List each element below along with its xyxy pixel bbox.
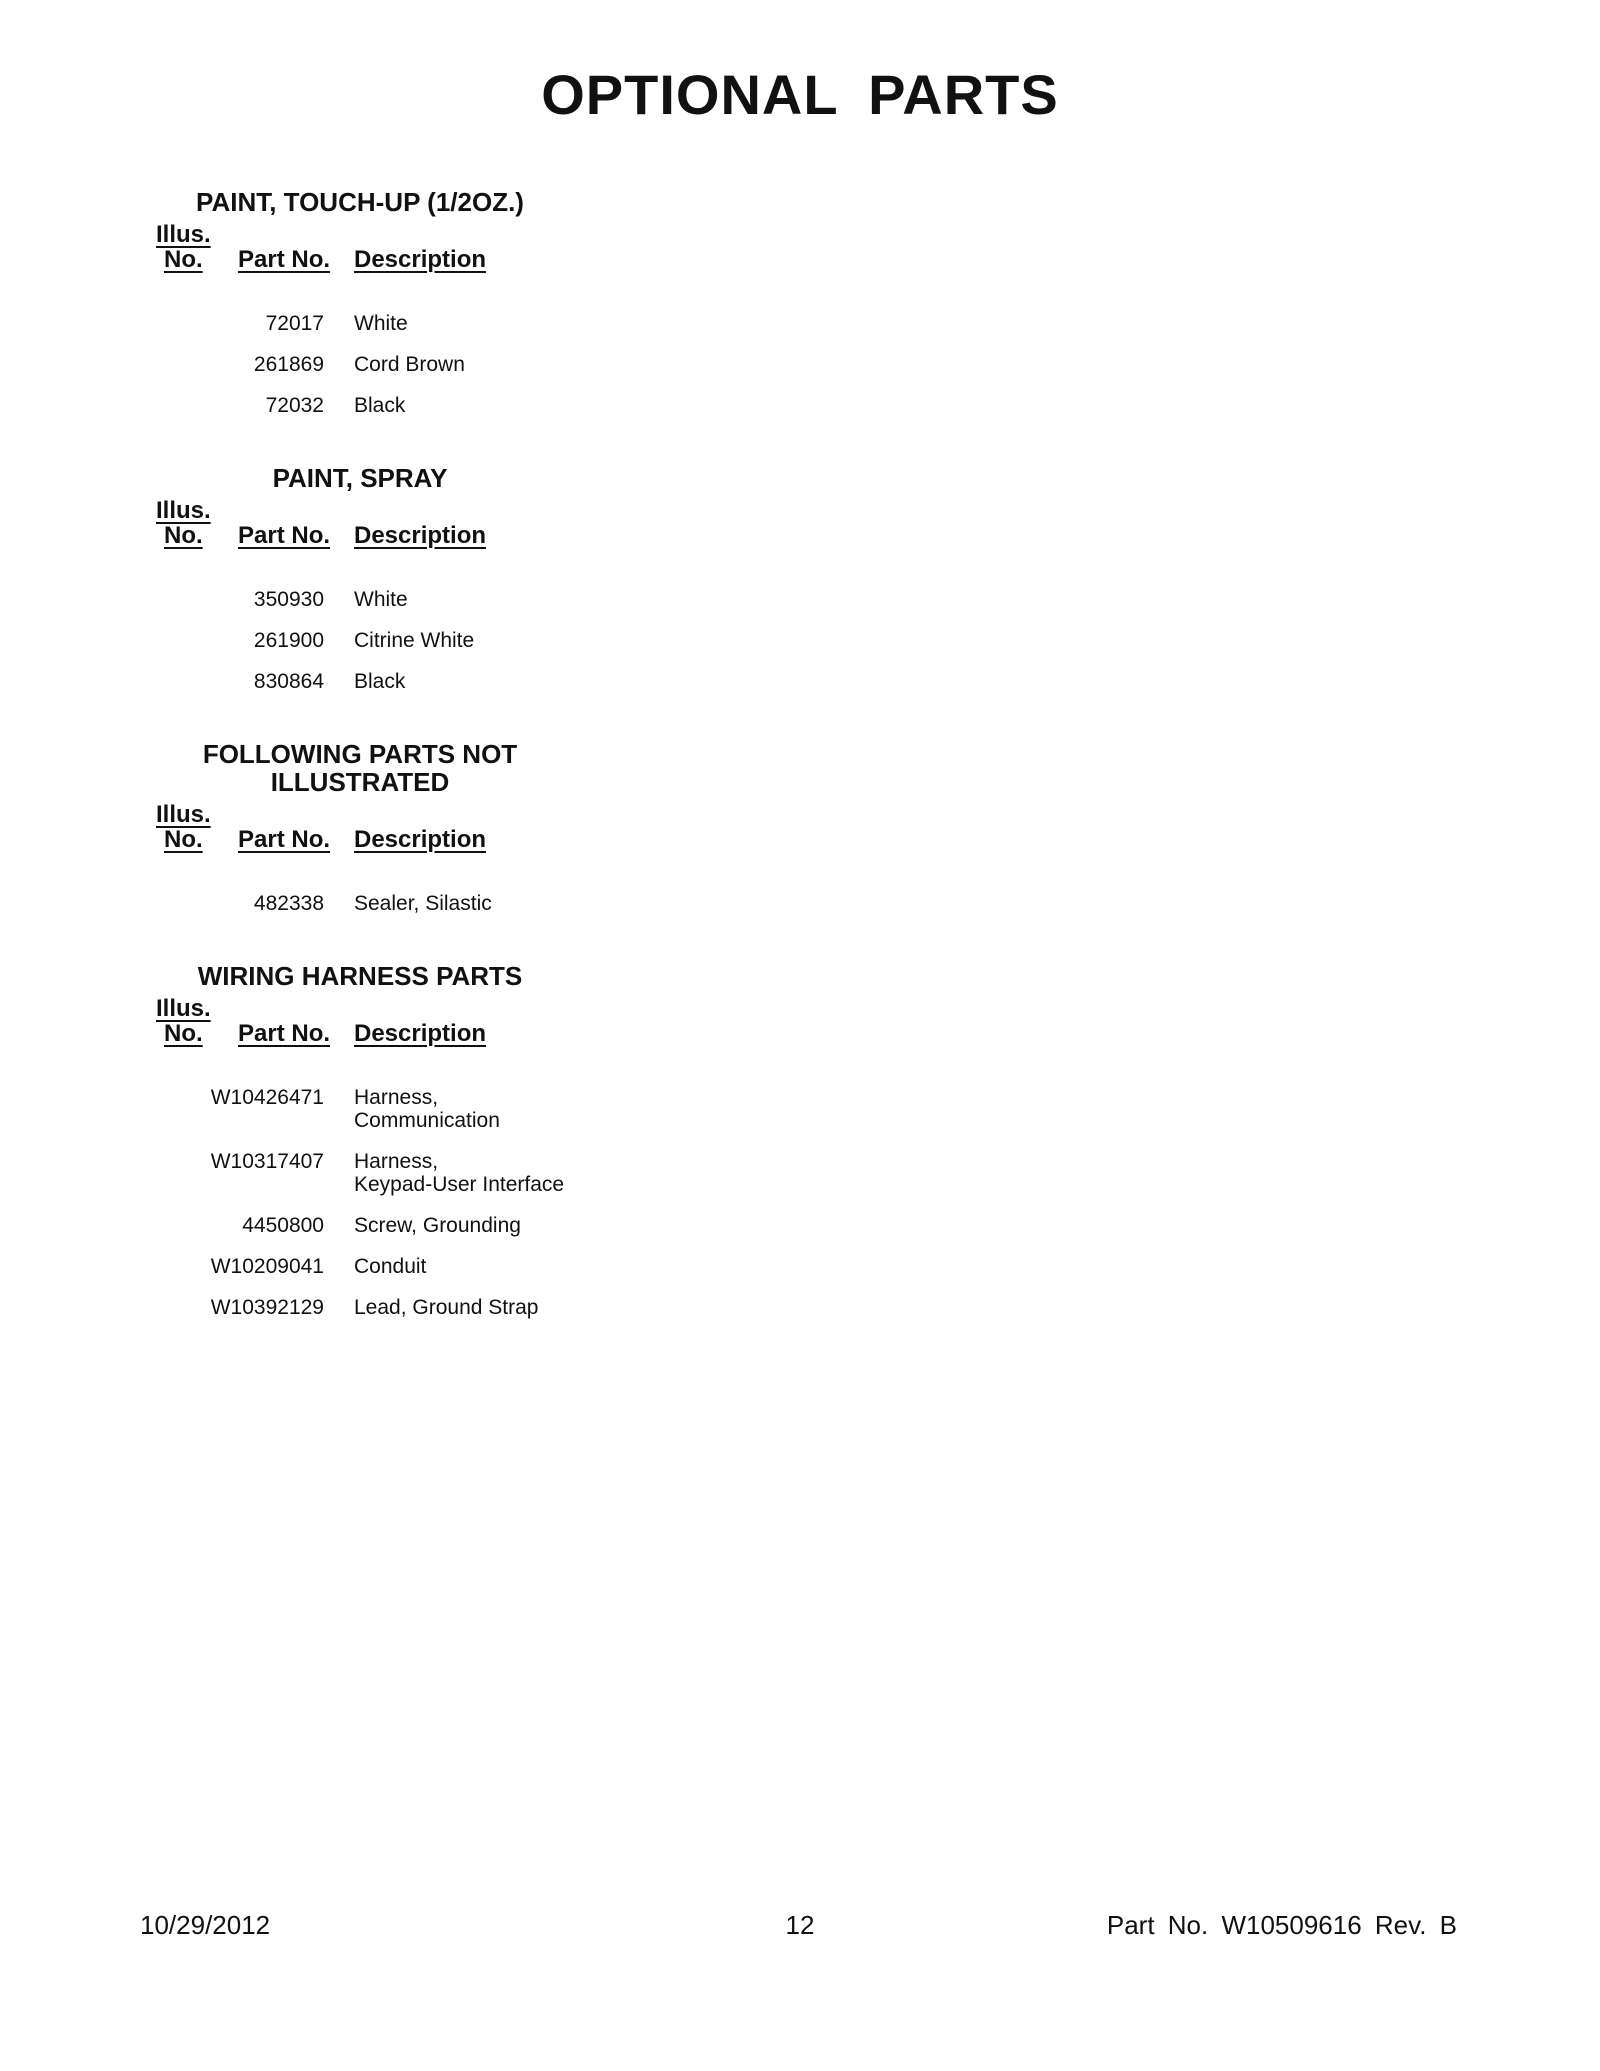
section-wiring-harness [150, 962, 600, 1337]
section-paint-spray [150, 464, 600, 711]
illus-header: Illus. [156, 497, 211, 524]
part-description: Screw, Grounding [354, 1214, 521, 1237]
parts-list [150, 588, 600, 693]
part-row [150, 670, 600, 693]
part-number: W10392129 [210, 1296, 324, 1319]
footer-part-number: Part No. W10509616 Rev. B [1106, 1910, 1457, 1940]
no-header: No. [164, 246, 203, 273]
part-no-header: Part No. [238, 522, 331, 549]
illus-header: Illus. [156, 221, 211, 248]
parts-list [150, 892, 600, 915]
part-number: 72017 [265, 312, 324, 335]
parts-list [150, 1086, 600, 1319]
part-description: Citrine White [354, 629, 475, 652]
part-description: Sealer, Silastic [354, 892, 492, 915]
part-row [150, 353, 600, 376]
description-header: Description [354, 522, 487, 549]
section-not-illustrated [150, 740, 600, 933]
part-number: 830864 [253, 670, 324, 693]
description-header: Description [354, 1020, 487, 1047]
no-header: No. [164, 826, 203, 853]
part-number: W10426471 [210, 1086, 324, 1109]
footer-page-number: 12 [785, 1910, 815, 1940]
part-number: 350930 [253, 588, 324, 611]
part-row [150, 1255, 600, 1278]
part-row [150, 1150, 600, 1196]
part-no-header: Part No. [238, 826, 331, 853]
part-row [150, 1214, 600, 1237]
part-row [150, 588, 600, 611]
part-description: Black [354, 394, 406, 417]
description-header: Description [354, 826, 487, 853]
part-no-header: Part No. [238, 1020, 331, 1047]
section-title: FOLLOWING PARTS NOT ILLUSTRATED [202, 739, 518, 797]
illus-header: Illus. [156, 801, 211, 828]
part-row [150, 629, 600, 652]
part-no-header: Part No. [238, 246, 331, 273]
part-description: Black [354, 670, 406, 693]
part-description: White [354, 588, 408, 611]
no-header: No. [164, 1020, 203, 1047]
part-row [150, 394, 600, 417]
part-row [150, 1086, 600, 1132]
illus-header: Illus. [156, 995, 211, 1022]
part-number: 482338 [253, 892, 324, 915]
part-row [150, 1296, 600, 1319]
part-description: Harness, Communication [354, 1086, 500, 1132]
section-paint-touch-up [150, 188, 600, 435]
part-row [150, 892, 600, 915]
part-row [150, 312, 600, 335]
part-description: Conduit [354, 1255, 427, 1278]
parts-list [150, 312, 600, 417]
section-title: PAINT, SPRAY [272, 463, 448, 493]
part-number: W10317407 [210, 1150, 324, 1173]
part-description: Cord Brown [354, 353, 465, 376]
column-headers [150, 802, 600, 872]
part-description: Harness, Keypad-User Interface [354, 1150, 565, 1196]
section-title: WIRING HARNESS PARTS [197, 961, 523, 991]
page-title: OPTIONAL PARTS [541, 63, 1059, 126]
part-description: White [354, 312, 408, 335]
section-title: PAINT, TOUCH-UP (1/2OZ.) [196, 187, 524, 217]
part-number: 72032 [265, 394, 324, 417]
no-header: No. [164, 522, 203, 549]
part-number: W10209041 [210, 1255, 324, 1278]
footer-date: 10/29/2012 [140, 1910, 271, 1940]
column-headers [150, 996, 600, 1066]
column-headers [150, 222, 600, 292]
part-number: 261900 [253, 629, 324, 652]
column-headers [150, 498, 600, 568]
part-number: 261869 [253, 353, 324, 376]
part-number: 4450800 [242, 1214, 324, 1237]
part-description: Lead, Ground Strap [354, 1296, 539, 1319]
description-header: Description [354, 246, 487, 273]
